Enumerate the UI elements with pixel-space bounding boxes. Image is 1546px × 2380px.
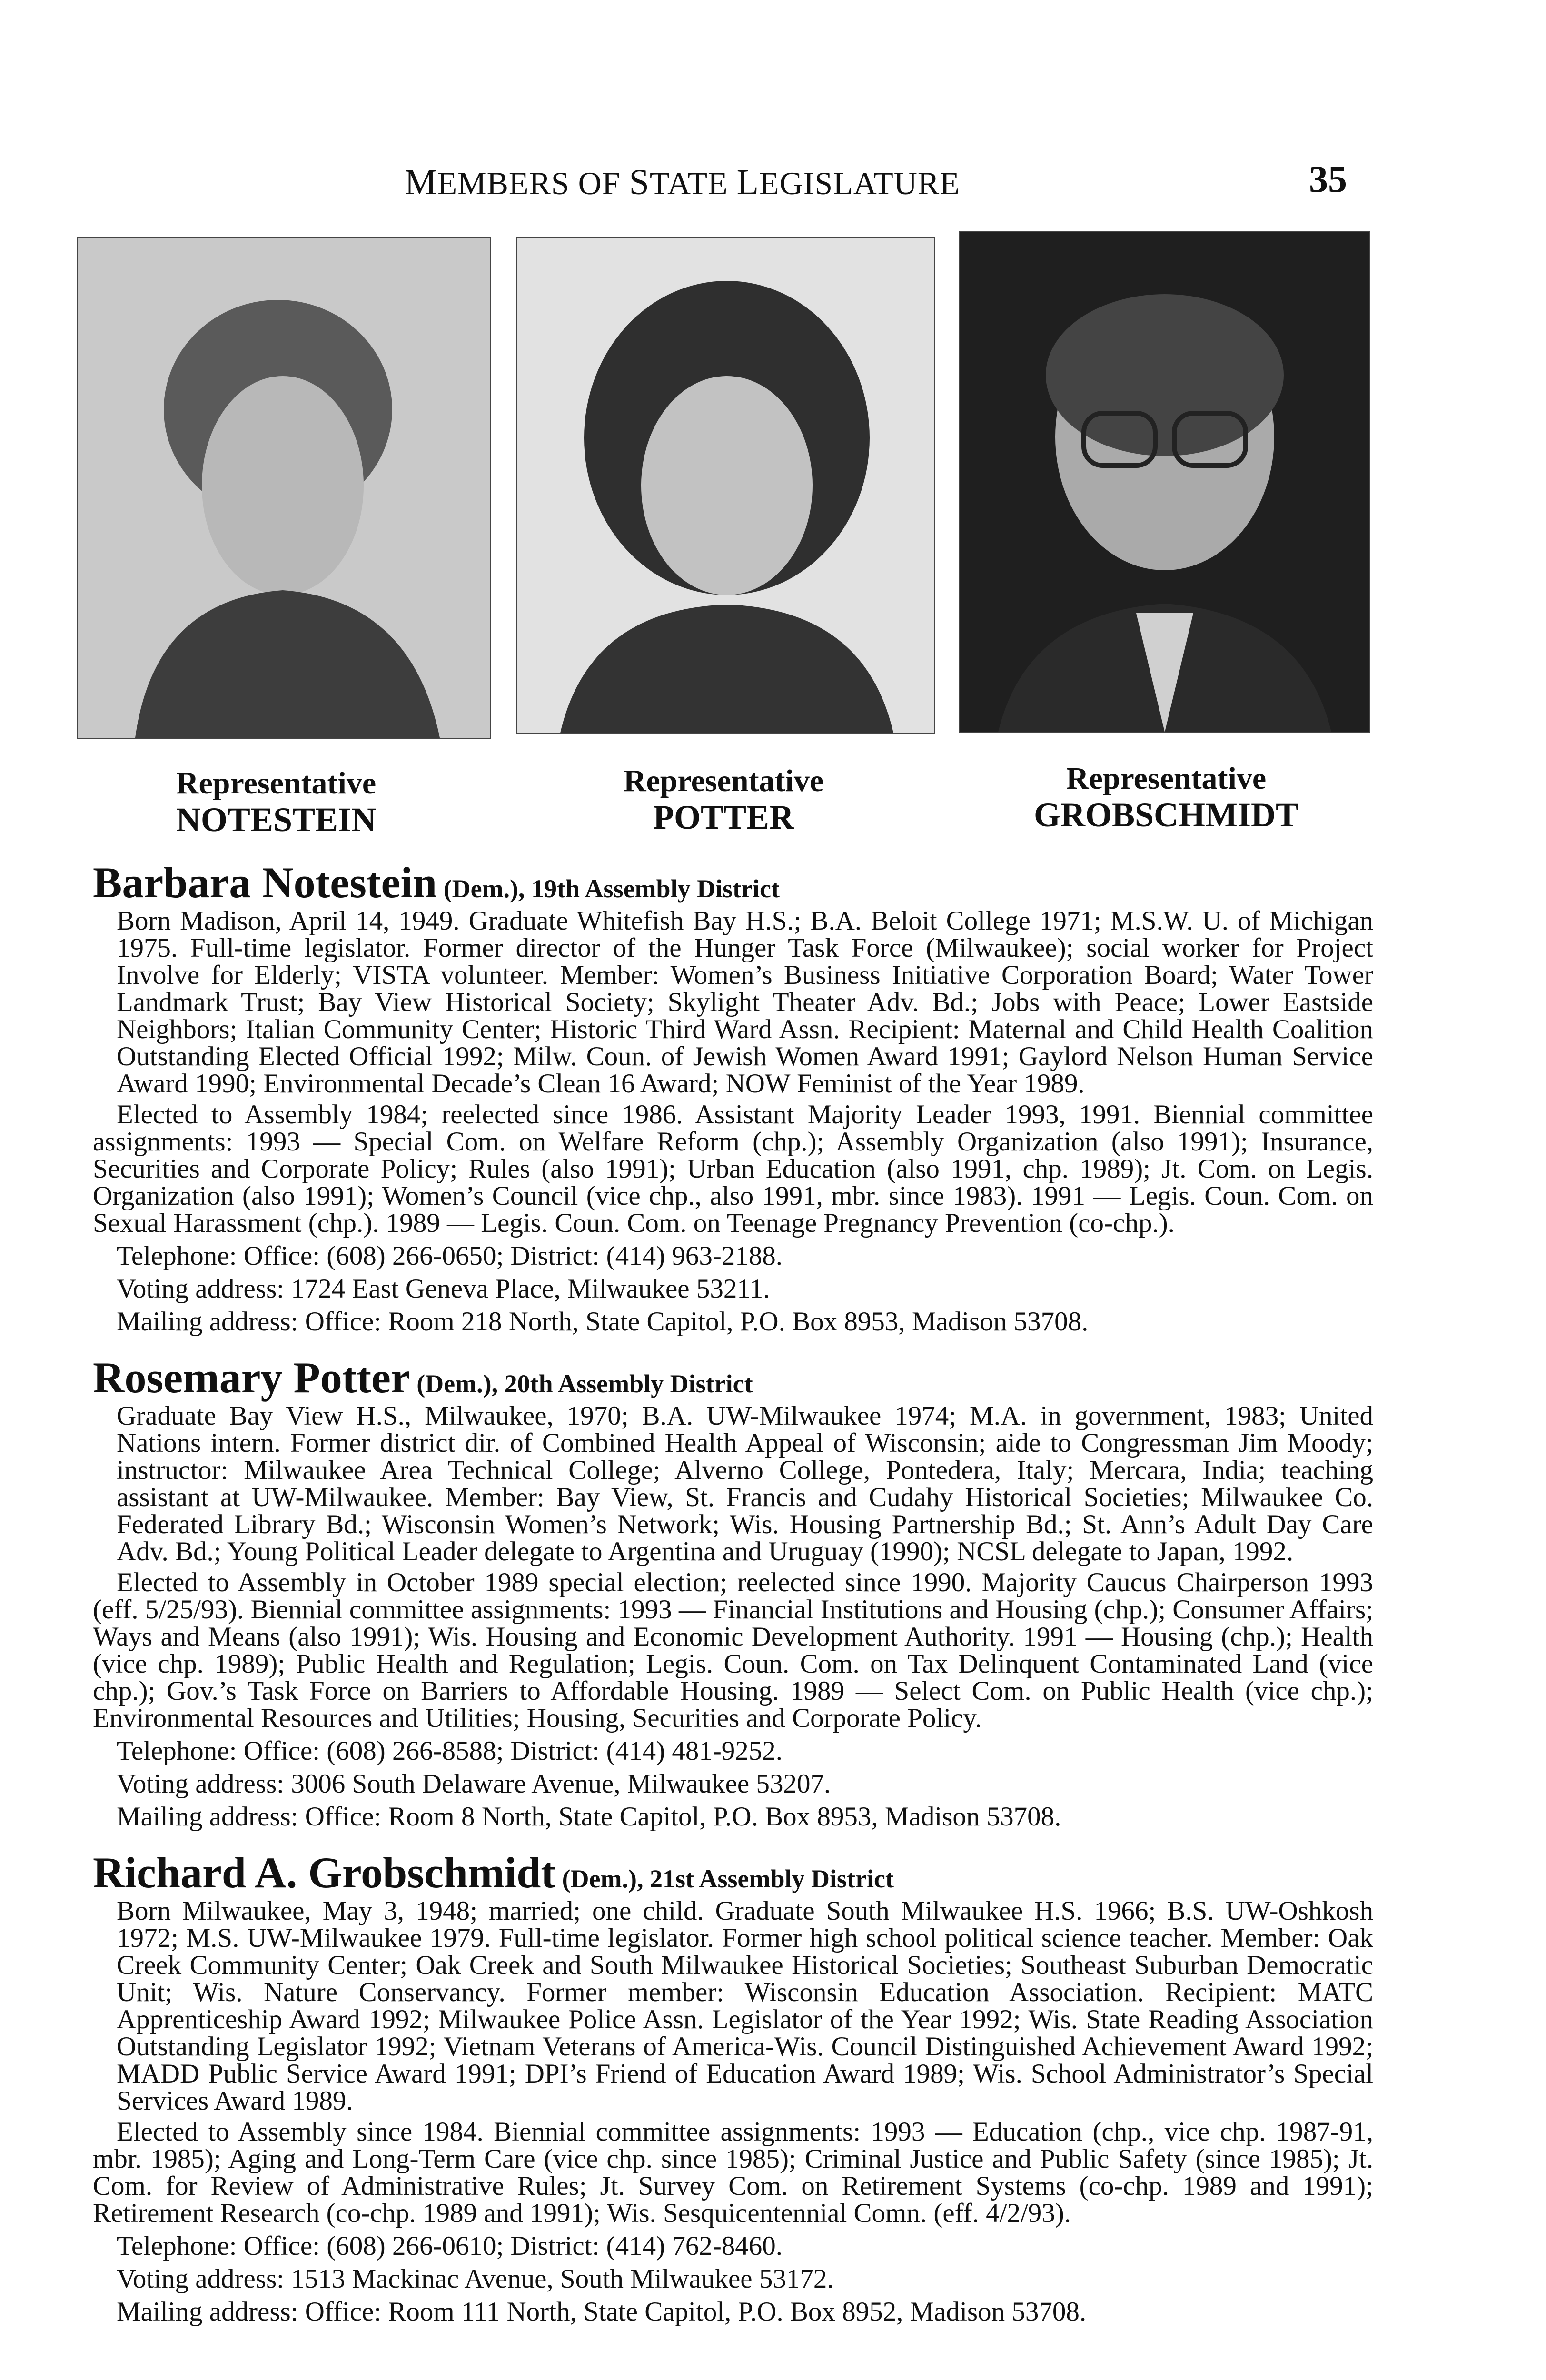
caption-surname: GROBSCHMIDT xyxy=(1033,795,1299,834)
portrait-photo-potter xyxy=(516,237,935,734)
bio-paragraph: Graduate Bay View H.S., Milwaukee, 1970; B.A. UW-Milwaukee 1974; M.A. in government, 1983; United Nations intern. Former district dir. of Combined Health Appeal of Wisconsin; aide to Congressman Jim Moody; instructor: Milwaukee Area Technical College; Alverno College, Pontedera, Italy; Mercara, India; teaching assistant at UW-Milwaukee. Member: Bay View, St. Francis and Cudahy Historical Societies; Milwaukee Co. Federated Library Bd.; Wisconsin Women’s Network; Wis. Housing Partnership Bd.; St. Ann’s Adult Day Care Adv. Bd.; Young Political Leader delegate to Argentina and Uruguay (1990); NCSL delegate to Japan, 1992. xyxy=(117,1401,1373,1567)
bio-paragraph: Born Milwaukee, May 3, 1948; married; one child. Graduate South Milwaukee H.S. 1966; B.S. UW-Oshkosh 1972; M.S. UW-Milwaukee 1979. Full-time legislator. Former high school political science teacher. Member: Oak Creek Community Center; Oak Creek and South Milwaukee Historical Societies; Southeast Suburban Democratic Unit; Wis. Nature Conservancy. Former member: Wisconsin Education Association. Recipient: MATC Apprenticeship Award 1992; Milwaukee Police Assn. Legislator of the Year 1992; Wis. State Reading Association Outstanding Legislator 1992; Vietnam Veterans of America-Wis. Council Distinguished Achievement Award 1992; MADD Public Service Award 1991; DPI’s Friend of Education Award 1989; Wis. School Administrator’s Special Services Award 1989. xyxy=(117,1896,1373,2116)
portrait-silhouette xyxy=(517,238,934,733)
caption-potter xyxy=(605,764,842,836)
header-title-initial-2: S xyxy=(629,162,650,202)
bio-grobschmidt xyxy=(93,1848,1373,2327)
page-number: 35 xyxy=(1309,159,1347,200)
portrait-photo-notestein xyxy=(77,237,491,739)
page-header xyxy=(405,162,1357,203)
bio-voting-address: Voting address: 1513 Mackinac Avenue, South Milwaukee 53172. xyxy=(117,2264,834,2294)
bio-telephone: Telephone: Office: (608) 266-0610; District: (414) 762-8460. xyxy=(117,2231,783,2261)
bio-heading xyxy=(93,1353,1373,1402)
caption-role: Representative xyxy=(1066,761,1267,796)
header-title-part-1: EMBERS OF xyxy=(437,165,629,201)
bio-heading xyxy=(93,1848,1373,1897)
bio-voting-address: Voting address: 1724 East Geneva Place, Milwaukee 53211. xyxy=(117,1274,770,1304)
bio-voting-address: Voting address: 3006 South Delaware Avenue, Milwaukee 53207. xyxy=(117,1769,831,1799)
bio-heading xyxy=(93,858,1373,907)
bio-paragraph: Elected to Assembly in October 1989 special election; reelected since 1990. Majority Caucus Chairperson 1993 (eff. 5/25/93). Biennial committee assignments: 1993 — Financial Institutions and Housing (chp.); Consumer Affairs; Ways and Means (also 1991); Wis. Housing and Economic Development Authority. 1991 — Housing (chp.); Health (vice chp. 1989); Public Health and Regulation; Legis. Coun. Com. on Tax Delinquent Contaminated Land (vice chp.); Gov.’s Task Force on Barriers to Affordable Housing. 1989 — Select Com. on Public Health (vice chp.); Environmental Resources and Utilities; Housing, Securities and Corporate Policy. xyxy=(93,1567,1373,1733)
bio-telephone: Telephone: Office: (608) 266-0650; District: (414) 963-2188. xyxy=(117,1241,783,1271)
header-title-initial-3: L xyxy=(736,162,760,202)
bio-paragraph: Born Madison, April 14, 1949. Graduate Whitefish Bay H.S.; B.A. Beloit College 1971; M.S.W. U. of Michigan 1975. Full-time legislator. Former director of the Hunger Task Force (Milwaukee); social worker for Project Involve for Elderly; VISTA volunteer. Member: Women’s Business Initiative Corporation Board; Water Tower Landmark Trust; Bay View Historical Society; Skylight Theater Adv. Bd.; Jobs with Peace; Lower Eastside Neighbors; Italian Community Center; Historic Third Ward Assn. Recipient: Maternal and Child Health Coalition Outstanding Elected Official 1992; Milw. Coun. of Jewish Women Award 1991; Gaylord Nelson Human Service Award 1990; Environmental Decade’s Clean 16 Award; NOW Feminist of the Year 1989. xyxy=(117,906,1373,1099)
header-title-initial-1: M xyxy=(405,162,437,202)
bio-notestein xyxy=(93,858,1373,1337)
bio-paragraph: Elected to Assembly 1984; reelected since 1986. Assistant Majority Leader 1993, 1991. Biennial committee assignments: 1993 — Special Com. on Welfare Reform (chp.); Assembly Organization (also 1991); Insurance, Securities and Corporate Policy; Rules (also 1991); Urban Education (also 1991, chp. 1989); Jt. Com. on Legis. Organization (also 1991); Women’s Council (vice chp., also 1991, mbr. since 1983). 1991 — Legis. Coun. Com. on Sexual Harassment (chp.). 1989 — Legis. Coun. Com. on Teenage Pregnancy Prevention (co-chp.). xyxy=(93,1100,1373,1238)
caption-surname: NOTESTEIN xyxy=(176,800,377,839)
portrait-silhouette xyxy=(960,232,1369,732)
bio-party-district: (Dem.), 21st Assembly District xyxy=(555,1864,894,1893)
caption-surname: POTTER xyxy=(653,798,794,836)
header-title-part-3: EGISLATURE xyxy=(759,165,960,201)
caption-notestein xyxy=(157,766,395,839)
bio-mailing-address: Mailing address: Office: Room 8 North, State Capitol, P.O. Box 8953, Madison 53708. xyxy=(117,1802,1061,1832)
caption-grobschmidt xyxy=(1019,762,1314,834)
bio-name: Rosemary Potter xyxy=(93,1353,410,1402)
bio-party-district: (Dem.), 20th Assembly District xyxy=(410,1369,753,1398)
bio-name: Richard A. Grobschmidt xyxy=(93,1848,556,1897)
portrait-silhouette xyxy=(78,238,490,738)
bio-name: Barbara Notestein xyxy=(93,858,437,907)
caption-role: Representative xyxy=(623,764,824,798)
caption-role: Representative xyxy=(176,766,377,801)
bio-paragraph: Elected to Assembly since 1984. Biennial committee assignments: 1993 — Education (chp., vice chp. 1987-91, mbr. 1985); Aging and Long-Term Care (vice chp. since 1985); Criminal Justice and Public Safety (since 1985); Jt. Com. for Review of Administrative Rules; Jt. Survey Com. on Retirement Systems (co-chp. 1989 and 1991); Retirement Research (co-chp. 1989 and 1991); Wis. Sesquicentennial Comn. (eff. 4/2/93). xyxy=(93,2117,1373,2228)
bio-party-district: (Dem.), 19th Assembly District xyxy=(437,874,780,903)
portrait-photo-grobschmidt xyxy=(959,231,1370,733)
header-title-part-2: TATE xyxy=(649,165,737,201)
bio-telephone: Telephone: Office: (608) 266-8588; District: (414) 481-9252. xyxy=(117,1736,783,1766)
bio-potter xyxy=(93,1353,1373,1832)
bio-mailing-address: Mailing address: Office: Room 111 North, State Capitol, P.O. Box 8952, Madison 53708. xyxy=(117,2297,1087,2327)
bio-mailing-address: Mailing address: Office: Room 218 North, State Capitol, P.O. Box 8953, Madison 53708. xyxy=(117,1307,1089,1337)
